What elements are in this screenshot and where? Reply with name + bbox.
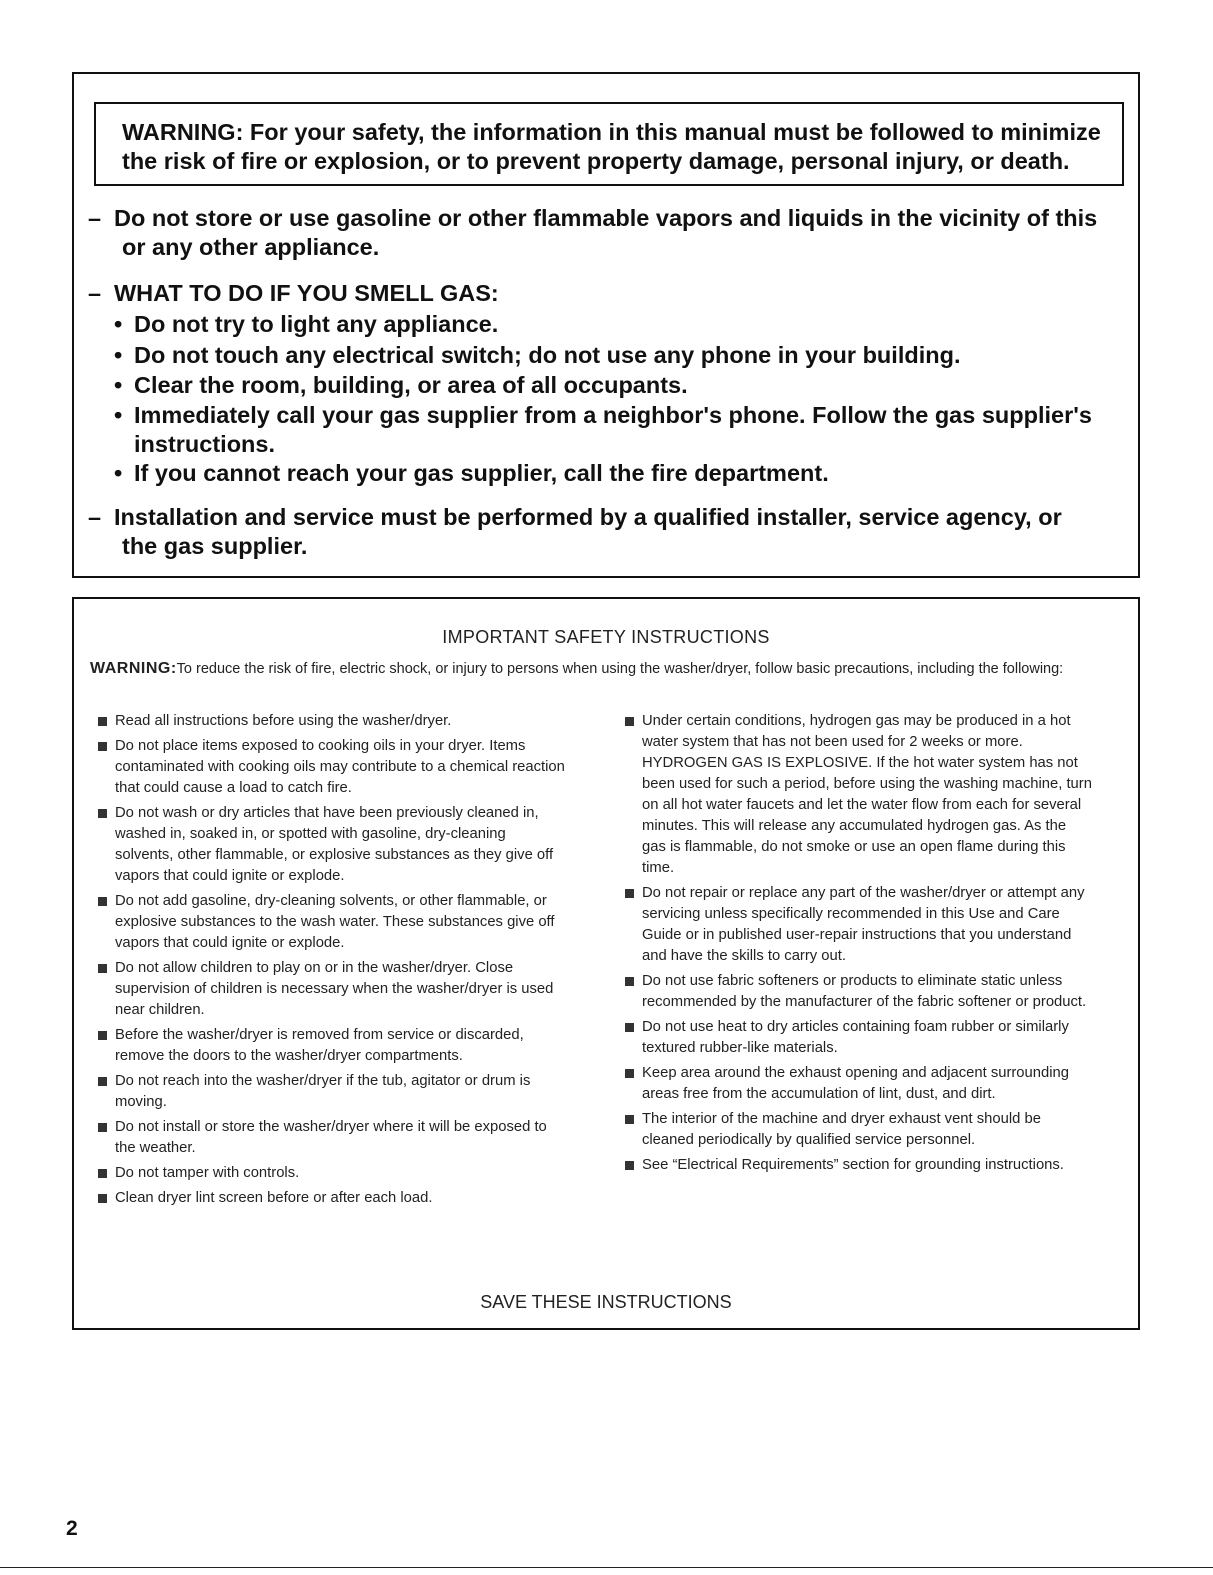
safety-list-item <box>96 803 568 887</box>
safety-list-item <box>96 958 568 1021</box>
safety-list-right <box>623 711 1093 1180</box>
item-text: Do not use heat to dry articles containing foam rubber or similarly textured rubber-like materials. <box>642 1019 1069 1056</box>
instruction-item-smell-gas <box>88 279 499 308</box>
safety-list-item <box>623 1155 1093 1176</box>
gas-bullet-item <box>114 401 1092 459</box>
gas-bullet-item <box>114 341 960 370</box>
item-text: Read all instructions before using the washer/dryer. <box>115 713 452 729</box>
bullet-marker: • <box>114 460 123 486</box>
safety-instructions-box <box>72 597 1140 1330</box>
instruction-heading: WHAT TO DO IF YOU SMELL GAS: <box>114 280 499 306</box>
item-text: Do not wash or dry articles that have been previously cleaned in, washed in, soaked in, or spotted with gasoline, dry-cleaning solvents, other flammable, or explosive substances as they give off vapors that could ignite or explode. <box>115 805 554 884</box>
safety-list-item <box>623 1109 1093 1151</box>
bullet-text: If you cannot reach your gas supplier, call the fire department. <box>134 460 829 486</box>
instruction-item-storage <box>88 204 1097 262</box>
safety-list-item <box>96 1071 568 1113</box>
item-text: Do not place items exposed to cooking oils in your dryer. Items contaminated with cooking oils may contribute to a chemical reaction that could cause a load to catch fire. <box>115 738 565 796</box>
gas-warning-box <box>72 72 1140 578</box>
instruction-text: Do not store or use gasoline or other flammable vapors and liquids in the vicinity of this <box>114 205 1098 231</box>
bullet-square-icon <box>625 717 634 726</box>
item-text: The interior of the machine and dryer exhaust vent should be cleaned periodically by qualified service personnel. <box>642 1111 1041 1148</box>
safety-list-item <box>96 1117 568 1159</box>
safety-list-item <box>96 1163 568 1184</box>
bullet-text: Do not try to light any appliance. <box>134 311 499 337</box>
dash-marker: – <box>88 504 102 530</box>
bullet-square-icon <box>625 1115 634 1124</box>
page-number: 2 <box>66 1517 78 1540</box>
gas-bullet-item <box>114 371 688 400</box>
intro-text: To reduce the risk of fire, electric shock, or injury to persons when using the washer/dryer, follow basic precautions, including the following: <box>176 661 1064 677</box>
bullet-marker: • <box>114 372 123 398</box>
instruction-text: Installation and service must be performed by a qualified installer, service agency, or <box>114 504 1062 530</box>
instruction-text: or any other appliance. <box>122 234 380 260</box>
dash-marker: – <box>88 280 102 306</box>
safety-list-item <box>96 1025 568 1067</box>
bullet-square-icon <box>625 977 634 986</box>
bullet-square-icon <box>98 742 107 751</box>
safety-intro <box>90 658 1090 680</box>
bullet-marker: • <box>114 342 123 368</box>
item-text: Do not repair or replace any part of the washer/dryer or attempt any servicing unless specifically recommended in this Use and Care Guide or in published user-repair instructions that you understand and have the skills to carry out. <box>642 885 1085 964</box>
instruction-item-installation <box>88 503 1062 561</box>
intro-warning-label: WARNING: <box>90 660 177 677</box>
bullet-square-icon <box>98 1194 107 1203</box>
gas-bullet-item <box>114 459 829 488</box>
bullet-square-icon <box>98 897 107 906</box>
item-text: Do not use fabric softeners or products to eliminate static unless recommended by the manufacturer of the fabric softener or product. <box>642 973 1087 1010</box>
safety-list-item <box>623 971 1093 1013</box>
warning-statement <box>94 102 1124 186</box>
safety-list-item <box>96 711 568 732</box>
bullet-square-icon <box>625 1023 634 1032</box>
save-instructions-footer: SAVE THESE INSTRUCTIONS <box>480 1292 732 1312</box>
bullet-marker: • <box>114 402 123 428</box>
bullet-square-icon <box>98 1077 107 1086</box>
safety-list-item <box>96 1188 568 1209</box>
bullet-square-icon <box>98 717 107 726</box>
bullet-square-icon <box>98 1031 107 1040</box>
safety-list-item <box>623 1063 1093 1105</box>
gas-bullet-item <box>114 310 498 339</box>
item-text: Clean dryer lint screen before or after each load. <box>115 1190 433 1206</box>
bullet-text: Immediately call your gas supplier from a neighbor's phone. Follow the gas supplier's <box>134 402 1092 428</box>
warning-line: WARNING: For your safety, the information in this manual must be followed to minimize <box>122 119 1101 145</box>
safety-title: IMPORTANT SAFETY INSTRUCTIONS <box>442 627 770 647</box>
safety-list-item <box>623 883 1093 967</box>
safety-list-item <box>623 1017 1093 1059</box>
bottom-rule <box>0 1567 1213 1568</box>
item-text: See “Electrical Requirements” section for grounding instructions. <box>642 1157 1064 1173</box>
safety-list-item <box>96 736 568 799</box>
bullet-text: Do not touch any electrical switch; do not use any phone in your building. <box>134 342 961 368</box>
instruction-text: the gas supplier. <box>122 533 308 559</box>
item-text: Do not install or store the washer/dryer where it will be exposed to the weather. <box>115 1119 547 1156</box>
item-text: Before the washer/dryer is removed from service or discarded, remove the doors to the washer/dryer compartments. <box>115 1027 524 1064</box>
item-text: Keep area around the exhaust opening and adjacent surrounding areas free from the accumulation of lint, dust, and dirt. <box>642 1065 1069 1102</box>
item-text: Do not add gasoline, dry-cleaning solvents, or other flammable, or explosive substances to the wash water. These substances give off vapors that could ignite or explode. <box>115 893 555 951</box>
bullet-marker: • <box>114 311 123 337</box>
bullet-square-icon <box>98 809 107 818</box>
safety-list-left <box>96 711 568 1213</box>
bullet-text: Clear the room, building, or area of all occupants. <box>134 372 688 398</box>
bullet-square-icon <box>625 889 634 898</box>
item-text: Do not reach into the washer/dryer if the tub, agitator or drum is moving. <box>115 1073 531 1110</box>
bullet-square-icon <box>98 1169 107 1178</box>
item-text: Under certain conditions, hydrogen gas may be produced in a hot water system that has not been used for 2 weeks or more. HYDROGEN GAS IS EXPLOSIVE. If the hot water system has not been used for such a period, before using the washing machine, turn on all hot water faucets and let the water flow from each for several minutes. This will release any accumulated hydrogen gas. As the gas is flammable, do not smoke or use an open flame during this time. <box>642 713 1092 876</box>
bullet-square-icon <box>98 964 107 973</box>
bullet-text: instructions. <box>134 431 276 457</box>
safety-list-item <box>623 711 1093 879</box>
dash-marker: – <box>88 205 102 231</box>
bullet-square-icon <box>625 1069 634 1078</box>
item-text: Do not tamper with controls. <box>115 1165 300 1181</box>
bullet-square-icon <box>98 1123 107 1132</box>
warning-line: the risk of fire or explosion, or to prevent property damage, personal injury, or death. <box>122 148 1070 174</box>
bullet-square-icon <box>625 1161 634 1170</box>
item-text: Do not allow children to play on or in the washer/dryer. Close supervision of children is necessary when the washer/dryer is used near children. <box>115 960 554 1018</box>
safety-list-item <box>96 891 568 954</box>
